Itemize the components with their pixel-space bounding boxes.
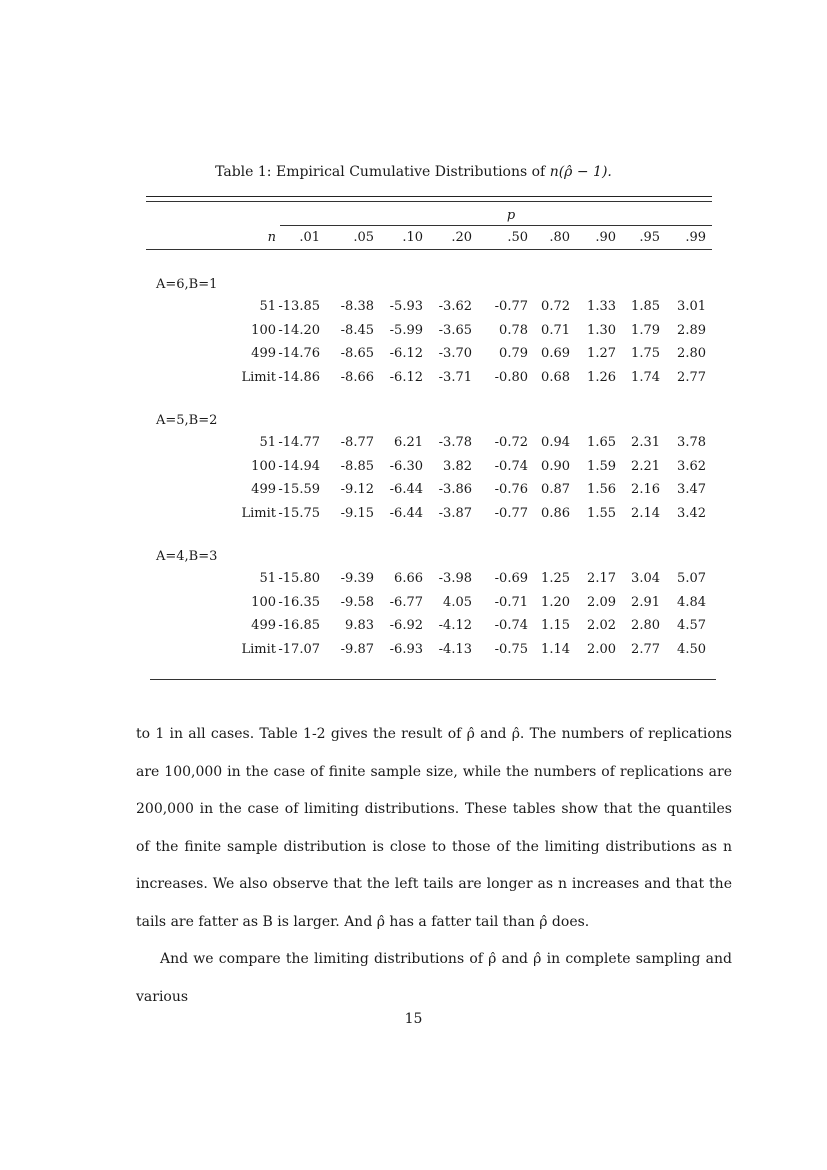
table-cell: 0.86 (541, 505, 570, 521)
row-n-label: 51 (259, 435, 276, 450)
table-cell: 4.84 (677, 594, 706, 610)
table-cell: -3.70 (438, 346, 472, 361)
table-cell: 2.16 (631, 482, 660, 497)
table-cell: -17.07 (278, 641, 320, 657)
table-cell: -15.80 (278, 571, 320, 586)
table-cell: 2.21 (631, 458, 660, 474)
table-cell: 2.77 (677, 369, 706, 385)
table-cell: -6.30 (389, 458, 423, 474)
table-cell: 1.74 (631, 369, 660, 385)
table-cell: -0.74 (494, 618, 528, 633)
table-cell: -14.86 (278, 369, 320, 385)
table-cell: -6.44 (389, 482, 423, 497)
table-cell: 0.90 (541, 458, 570, 474)
table-cell: 1.26 (587, 369, 616, 385)
table-cell: 3.42 (677, 505, 706, 521)
table-cell: 4.50 (677, 641, 706, 657)
row-n-label: 100 (251, 594, 276, 610)
table-cell: -9.58 (340, 594, 374, 610)
table-cell: 1.20 (541, 594, 570, 610)
p-header-rule (280, 225, 712, 226)
table-cell: -5.99 (389, 322, 423, 338)
table-cell: -6.12 (389, 369, 423, 385)
table-cell: -6.93 (389, 641, 423, 657)
header-bottom-rule (146, 249, 712, 250)
page-number: 15 (404, 1011, 423, 1027)
table-cell: -8.85 (340, 458, 374, 474)
column-header: .20 (451, 230, 472, 245)
column-header: .05 (353, 230, 374, 245)
row-n-label: 51 (259, 571, 276, 586)
table-cell: -9.39 (340, 571, 374, 586)
group-label: A=6,B=1 (156, 277, 218, 292)
column-header: .10 (402, 230, 423, 245)
table-cell: 0.94 (541, 435, 570, 450)
column-header: .80 (549, 230, 570, 245)
table-cell: -3.98 (438, 571, 472, 586)
table-cell: 4.57 (677, 618, 706, 633)
table-cell: 6.21 (394, 435, 423, 450)
table-cell: 3.82 (443, 458, 472, 474)
table-cell: -14.20 (278, 322, 320, 338)
table-cell: 2.80 (677, 346, 706, 361)
table-cell: -6.92 (389, 618, 423, 633)
table-cell: -8.77 (340, 435, 374, 450)
table-cell: 2.91 (631, 594, 660, 610)
table-cell: 0.71 (541, 322, 570, 338)
row-n-label: 499 (251, 482, 276, 497)
table-cell: -6.12 (389, 346, 423, 361)
table-cell: -15.75 (278, 505, 320, 521)
row-n-label: Limit (241, 505, 276, 521)
column-header: .50 (507, 230, 528, 245)
table-cell: 1.15 (541, 618, 570, 633)
table-cell: -8.38 (340, 299, 374, 314)
table-cell: -3.87 (438, 505, 472, 521)
table-cell: 3.04 (631, 571, 660, 586)
table-cell: 1.55 (587, 505, 616, 521)
table-cell: 2.02 (587, 618, 616, 633)
paragraph-1: to 1 in all cases. Table 1-2 gives the result of ρ̂ and ρ̂. The numbers of replications are 100,000 in the case of finite sample size, while the numbers of replications are 200,000 in the case of limiting distributions. These tables show that the quantiles of the finite sample distribution is close to those of the limiting distributions as n increases. We also observe that the left tails are longer as n increases and that the tails are fatter as B is larger. And ρ̂ has a fatter tail than ρ̂ does. (136, 726, 732, 930)
table-cell: -0.69 (494, 571, 528, 586)
table-cell: -14.76 (278, 346, 320, 361)
table-cell: 0.78 (499, 322, 528, 338)
table-cell: 9.83 (345, 618, 374, 633)
table-cell: 1.30 (587, 322, 616, 338)
row-n-label: Limit (241, 641, 276, 657)
column-header: .95 (639, 230, 660, 245)
table-cell: -6.44 (389, 505, 423, 521)
table-bottom-rule (150, 679, 716, 680)
table-cell: -9.12 (340, 482, 374, 497)
table-cell: -0.74 (494, 458, 528, 474)
column-header: .90 (595, 230, 616, 245)
table-cell: 0.79 (499, 346, 528, 361)
table-cell: 2.17 (587, 571, 616, 586)
row-n-label: 100 (251, 458, 276, 474)
table-cell: 3.78 (677, 435, 706, 450)
body-text (136, 716, 732, 1016)
table-cell: -3.62 (438, 299, 472, 314)
table-cell: -0.72 (494, 435, 528, 450)
table-cell: 0.72 (541, 299, 570, 314)
table-cell: -9.15 (340, 505, 374, 521)
table-cell: 1.85 (631, 299, 660, 314)
table-cell: 2.89 (677, 322, 706, 338)
table-cell: 3.62 (677, 458, 706, 474)
table-cell: -0.77 (494, 505, 528, 521)
table-cell: -3.78 (438, 435, 472, 450)
table-cell: 2.00 (587, 641, 616, 657)
table-cell: 1.56 (587, 482, 616, 497)
table-cell: 1.65 (587, 435, 616, 450)
table-cell: -16.35 (278, 594, 320, 610)
table-cell: -8.45 (340, 322, 374, 338)
table-cell: 1.33 (587, 299, 616, 314)
paragraph-2: And we compare the limiting distributions of ρ̂ and ρ̂ in complete sampling and various (136, 951, 732, 1005)
group-label: A=4,B=3 (156, 549, 218, 564)
table-cell: -6.77 (389, 594, 423, 610)
row-n-label: 100 (251, 322, 276, 338)
table-cell: -9.87 (340, 641, 374, 657)
table-top-rule (146, 196, 712, 197)
group-label: A=5,B=2 (156, 413, 218, 428)
caption-prefix: Table 1: Empirical Cumulative Distributions of (215, 164, 546, 180)
table-cell: 1.25 (541, 571, 570, 586)
column-header: .99 (685, 230, 706, 245)
n-column-header: n (267, 230, 276, 245)
table-cell: 3.01 (677, 299, 706, 314)
table-cell: 5.07 (677, 571, 706, 586)
table-cell: 4.05 (443, 594, 472, 610)
table-cell: -15.59 (278, 482, 320, 497)
table-cell: -0.80 (494, 369, 528, 385)
row-n-label: 499 (251, 346, 276, 361)
table-cell: 1.59 (587, 458, 616, 474)
table-cell: 0.69 (541, 346, 570, 361)
table-cell: 2.14 (631, 505, 660, 521)
table-cell: -13.85 (278, 299, 320, 314)
table-top-rule-second (146, 201, 712, 202)
table-cell: -14.94 (278, 458, 320, 474)
row-n-label: Limit (241, 369, 276, 385)
table-cell: -3.65 (438, 322, 472, 338)
column-header: .01 (299, 230, 320, 245)
table-caption (0, 164, 827, 180)
table-cell: 1.79 (631, 322, 660, 338)
caption-expression: n(ρ̂ − 1). (549, 164, 612, 180)
table-cell: -8.66 (340, 369, 374, 385)
table-cell: 0.68 (541, 369, 570, 385)
table-cell: -14.77 (278, 435, 320, 450)
table-cell: 1.14 (541, 641, 570, 657)
table-cell: -0.76 (494, 482, 528, 497)
table-cell: 6.66 (394, 571, 423, 586)
p-header: p (506, 208, 516, 223)
table-cell: 1.75 (631, 346, 660, 361)
table-cell: 2.80 (631, 618, 660, 633)
table-cell: 0.87 (541, 482, 570, 497)
table-cell: 2.77 (631, 641, 660, 657)
table-cell: -8.65 (340, 346, 374, 361)
table-cell: -16.85 (278, 618, 320, 633)
table-cell: -3.86 (438, 482, 472, 497)
table-cell: 2.31 (631, 435, 660, 450)
table-cell: -3.71 (438, 369, 472, 385)
table-cell: -0.71 (494, 594, 528, 610)
row-n-label: 499 (251, 618, 276, 633)
table-cell: -0.77 (494, 299, 528, 314)
row-n-label: 51 (259, 299, 276, 314)
table-cell: 1.27 (587, 346, 616, 361)
table-cell: 2.09 (587, 594, 616, 610)
table-cell: -0.75 (494, 641, 528, 657)
table-cell: -4.12 (438, 618, 472, 633)
table-cell: 3.47 (677, 482, 706, 497)
table-cell: -4.13 (438, 641, 472, 657)
table-cell: -5.93 (389, 299, 423, 314)
